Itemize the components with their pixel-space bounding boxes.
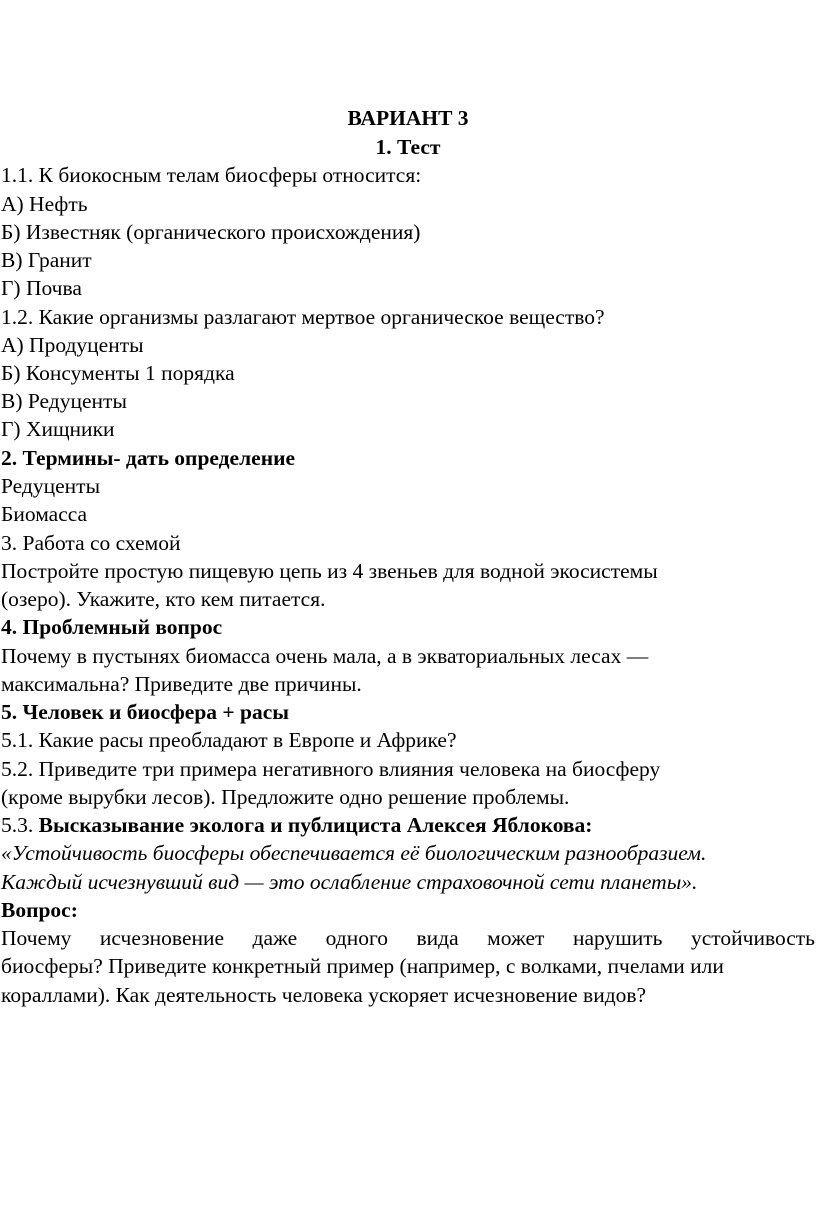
question-5-2-line: (кроме вырубки лесов). Предложите одно решение проблемы.: [1, 785, 570, 809]
question-5-2-line: 5.2. Приведите три примера негативного влияния человека на биосферу: [1, 757, 661, 781]
terms-title: 2. Термины- дать определение: [1, 446, 296, 470]
option-1-1-b: Б) Известняк (органического происхождения): [1, 220, 421, 244]
question-label: Вопрос:: [1, 898, 78, 922]
option-1-1-a: А) Нефть: [1, 192, 88, 216]
section-test-title: 1. Тест: [375, 135, 441, 159]
question-5-3: [1, 811, 815, 839]
quote-line: «Устойчивость биосферы обеспечивается её биологическим разнообразием.: [1, 841, 707, 865]
option-1-2-d: Г) Хищники: [1, 417, 115, 441]
problem-title: 4. Проблемный вопрос: [1, 615, 223, 639]
option-1-1-d: Г) Почва: [1, 276, 82, 300]
question-1-2: 1.2. Какие организмы разлагают мертвое органическое вещество?: [1, 305, 605, 329]
term-item: Биомасса: [1, 502, 88, 526]
question-text-line: биосферы? Приведите конкретный пример (например, с волками, пчелами или: [1, 954, 724, 978]
term-item: Редуценты: [1, 474, 101, 498]
option-1-2-b: Б) Консументы 1 порядка: [1, 361, 235, 385]
quote-line: Каждый исчезнувший вид — это ослабление страховочной сети планеты».: [1, 870, 698, 894]
human-section-title: 5. Человек и биосфера + расы: [1, 700, 290, 724]
problem-text-line: максимальна? Приведите две причины.: [1, 672, 362, 696]
question-5-3-number: 5.3.: [1, 813, 39, 837]
option-1-2-c: В) Редуценты: [1, 389, 127, 413]
question-5-3-title: Высказывание эколога и публициста Алексея Яблокова:: [38, 813, 593, 837]
question-1-1: 1.1. К биокосным телам биосферы относится:: [1, 163, 422, 187]
question-text-line: кораллами). Как деятельность человека ускоряет исчезновение видов?: [1, 983, 647, 1007]
scheme-text-line: (озеро). Укажите, кто кем питается.: [1, 587, 326, 611]
option-1-2-a: А) Продуценты: [1, 333, 144, 357]
variant-title: ВАРИАНТ 3: [347, 106, 469, 130]
scheme-text-line: Постройте простую пищевую цепь из 4 звеньев для водной экосистемы: [1, 559, 658, 583]
question-5-1: 5.1. Какие расы преобладают в Европе и Африке?: [1, 728, 457, 752]
option-1-1-c: В) Гранит: [1, 248, 92, 272]
problem-text-line: Почему в пустынях биомасса очень мала, а в экваториальных лесах —: [1, 644, 649, 668]
question-text-line: Почему исчезновение даже одного вида может нарушить устойчивость: [1, 926, 815, 950]
scheme-title: 3. Работа со схемой: [1, 531, 181, 555]
